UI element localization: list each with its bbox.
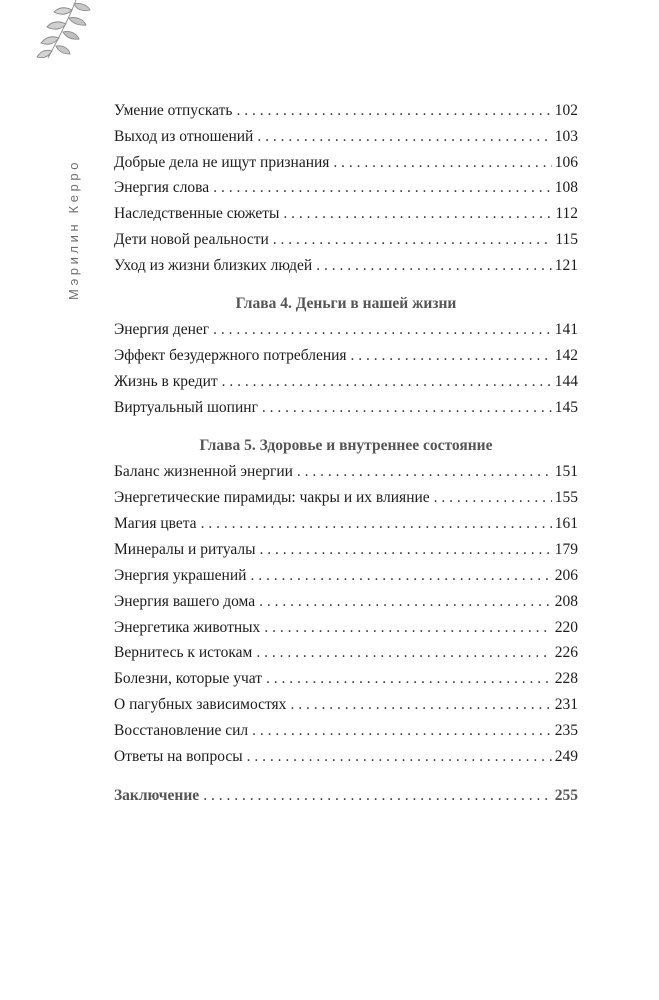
- toc-entry-page: 235: [554, 722, 578, 739]
- toc-entry-page: 141: [554, 321, 578, 338]
- toc-entry-title: Уход из жизни близких людей: [114, 257, 313, 274]
- toc-entry-conclusion[interactable]: [114, 786, 578, 806]
- toc-entry-title: Виртуальный шопинг: [114, 399, 258, 416]
- toc-entry[interactable]: [114, 256, 578, 276]
- toc-entry-title: О пагубных зависимостях: [114, 696, 287, 713]
- toc-entry-title: Минералы и ритуалы: [114, 541, 256, 558]
- toc-entry-page: 121: [554, 257, 578, 274]
- toc-entry[interactable]: [114, 643, 578, 663]
- running-author-name: Мэрилин Керро: [66, 158, 81, 300]
- toc-leader-dots: [201, 514, 552, 534]
- toc-entry[interactable]: [114, 721, 578, 741]
- toc-entry-page: 206: [554, 567, 578, 584]
- toc-entry-page: 151: [554, 463, 578, 480]
- toc-entry-title: Жизнь в кредит: [114, 373, 218, 390]
- toc-entry-title: Наследственные сюжеты: [114, 205, 280, 222]
- toc-entry[interactable]: [114, 346, 578, 366]
- chapter-heading[interactable]: Глава 4. Деньги в нашей жизни: [235, 295, 457, 312]
- toc-entry[interactable]: [114, 747, 578, 767]
- toc-entry-page: 102: [554, 102, 578, 119]
- toc-entry-page: 228: [554, 670, 578, 687]
- toc-entry[interactable]: [114, 592, 578, 612]
- toc-leader-dots: [290, 695, 551, 715]
- toc-entry-page: 226: [554, 644, 578, 661]
- chapter-heading[interactable]: Глава 5. Здоровье и внутреннее состояние: [199, 437, 493, 454]
- toc-entry-title: Умение отпускать: [114, 102, 233, 119]
- toc-entry-page: 208: [554, 593, 578, 610]
- toc-leader-dots: [257, 127, 551, 147]
- toc-leader-dots: [222, 372, 552, 392]
- toc-leader-dots: [434, 488, 552, 508]
- toc-entry[interactable]: [114, 566, 578, 586]
- toc-leader-dots: [203, 786, 552, 806]
- toc-entry[interactable]: [114, 153, 578, 173]
- toc-entry-title: Энергия украшений: [114, 567, 247, 584]
- toc-entry[interactable]: [114, 514, 578, 534]
- toc-entry-title: Восстановление сил: [114, 722, 249, 739]
- toc-entry[interactable]: [114, 462, 578, 482]
- toc-leader-dots: [250, 566, 551, 586]
- toc-entry-page: 155: [554, 489, 578, 506]
- toc-leader-dots: [266, 669, 552, 689]
- toc-entry-title: Энергия денег: [114, 321, 210, 338]
- toc-entry-page: 106: [554, 154, 578, 171]
- toc-entry-title: Вернитесь к истокам: [114, 644, 253, 661]
- leaf-branch-icon: [18, 0, 98, 62]
- toc-entry[interactable]: [114, 127, 578, 147]
- toc-leader-dots: [264, 618, 551, 638]
- toc-leader-dots: [213, 178, 552, 198]
- toc-leader-dots: [262, 398, 552, 418]
- toc-leader-dots: [252, 721, 552, 741]
- toc-entry-page: 220: [554, 619, 578, 636]
- toc-leader-dots: [247, 747, 552, 767]
- toc-entry-page: 115: [555, 231, 578, 248]
- toc-leader-dots: [333, 153, 551, 173]
- toc-entry[interactable]: [114, 320, 578, 340]
- toc-entry-page: 103: [554, 128, 578, 145]
- toc-entry-title: Болезни, которые учат: [114, 670, 263, 687]
- toc-entry-page: 144: [554, 373, 578, 390]
- toc-entry-page: 145: [554, 399, 578, 416]
- toc-leader-dots: [259, 592, 552, 612]
- toc-entry-page: 179: [554, 541, 578, 558]
- toc-entry-title: Заключение: [114, 787, 200, 804]
- toc-entry-title: Энергетика животных: [114, 619, 261, 636]
- toc-entry[interactable]: [114, 178, 578, 198]
- toc-leader-dots: [316, 256, 552, 276]
- toc-entry-page: 249: [554, 748, 578, 765]
- toc-entry[interactable]: [114, 230, 578, 250]
- toc-entry-page: 231: [554, 696, 578, 713]
- toc-entry-title: Баланс жизненной энергии: [114, 463, 293, 480]
- toc-entry[interactable]: [114, 669, 578, 689]
- toc-entry[interactable]: [114, 695, 578, 715]
- toc-entry-page: 142: [554, 347, 578, 364]
- toc-entry-title: Выход из отношений: [114, 128, 254, 145]
- toc-leader-dots: [260, 540, 552, 560]
- toc-entry[interactable]: [114, 372, 578, 392]
- toc-leader-dots: [297, 462, 552, 482]
- toc-entry-title: Магия цвета: [114, 515, 197, 532]
- toc-entry-page: 108: [554, 179, 578, 196]
- toc-entry-title: Эффект безудержного потребления: [114, 347, 347, 364]
- toc-entry[interactable]: [114, 398, 578, 418]
- toc-entry-title: Энергия вашего дома: [114, 593, 256, 610]
- toc-entry-page: 161: [554, 515, 578, 532]
- toc-entry-page: 255: [554, 787, 578, 804]
- toc-leader-dots: [237, 101, 552, 121]
- toc-leader-dots: [273, 230, 553, 250]
- toc-leader-dots: [283, 204, 552, 224]
- toc-entry[interactable]: [114, 101, 578, 121]
- toc-leader-dots: [213, 320, 552, 340]
- toc-entry-page: 112: [555, 205, 578, 222]
- toc-leader-dots: [256, 643, 551, 663]
- toc-entry[interactable]: [114, 540, 578, 560]
- toc-entry-title: Добрые дела не ищут признания: [114, 154, 330, 171]
- toc-entry-title: Дети новой реальности: [114, 231, 269, 248]
- toc-entry-title: Энергия слова: [114, 179, 210, 196]
- toc-entry-title: Ответы на вопросы: [114, 748, 243, 765]
- toc-entry[interactable]: [114, 488, 578, 508]
- toc-entry-title: Энергетические пирамиды: чакры и их влияние: [114, 489, 430, 506]
- toc-entry[interactable]: [114, 618, 578, 638]
- toc-entry[interactable]: [114, 204, 578, 224]
- toc-leader-dots: [351, 346, 552, 366]
